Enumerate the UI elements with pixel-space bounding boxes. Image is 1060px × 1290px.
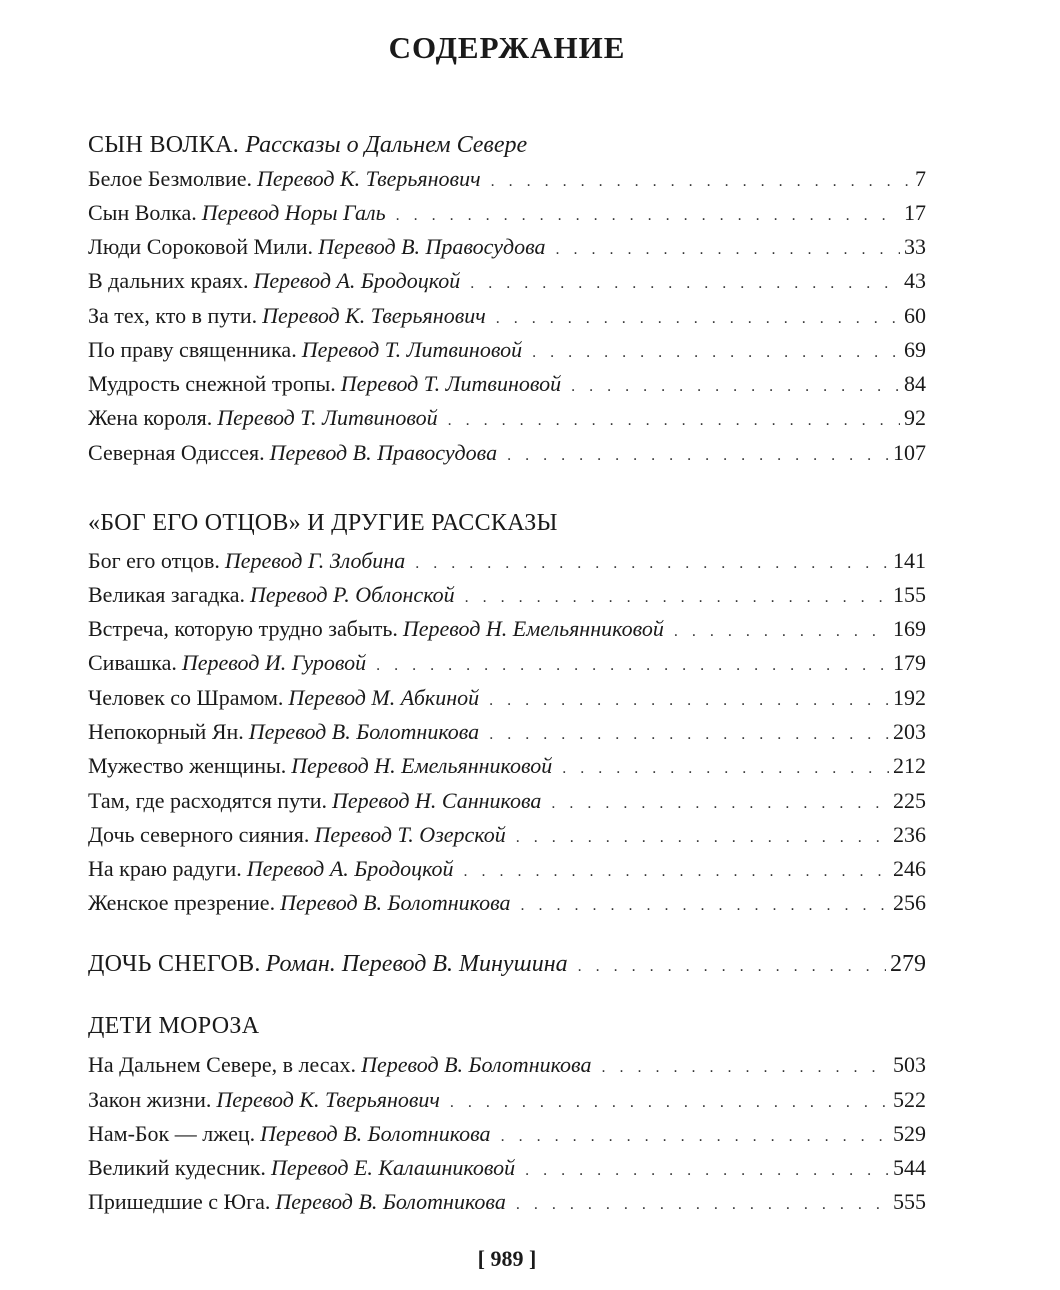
entry-translator: Перевод В. Болотникова [361,1052,592,1077]
entry-page: 522 [893,1087,926,1112]
entry-translator: Перевод В. Правосудова [318,234,546,259]
entry-translator: Перевод Р. Облонской [250,582,455,607]
toc-entry[interactable] [88,440,926,470]
entry-page: 33 [904,234,926,259]
toc-entry[interactable] [88,200,926,230]
entry-title: Встреча, которую трудно забыть. [88,616,398,641]
toc-entry[interactable] [88,1121,926,1151]
entry-page: 246 [893,856,926,881]
entry-page: 69 [904,337,926,362]
entry-page: 17 [904,200,926,225]
entry-title: За тех, кто в пути. [88,303,258,328]
dot-leader [556,241,900,259]
toc-entry[interactable] [88,303,926,333]
entry-page: 192 [893,685,926,710]
entry-page: 155 [893,582,926,607]
dot-leader [491,173,911,191]
entry-translator: Перевод Г. Злобина [224,548,406,573]
entry-translator: Перевод В. Болотникова [248,719,480,744]
entry-title: Пришедшие с Юга. [88,1189,271,1214]
dot-leader [551,795,889,813]
entry-translator: Перевод Н. Емельянниковой [402,616,664,641]
section-heading-title: ДЕТИ МОРОЗА [88,1013,260,1039]
entry-title: Непокорный Ян. [88,719,244,744]
entry-translator: Перевод М. Абкиной [288,685,480,710]
entry-translator: Перевод К. Тверьянович [216,1087,440,1112]
entry-page: 236 [893,822,926,847]
dot-leader [525,1162,889,1180]
entry-page: 60 [904,303,926,328]
dot-leader [516,1196,889,1214]
dot-leader [448,412,900,430]
entry-title: Сивашка. [88,650,177,675]
entry-page: 212 [893,753,926,778]
entry-translator: Перевод К. Тверьянович [262,303,486,328]
entry-title: На Дальнем Севере, в лесах. [88,1052,357,1077]
toc-entry[interactable] [88,685,926,715]
entry-title: Женское презрение. [88,890,276,915]
entry-page: 529 [893,1121,926,1146]
entry-page: 84 [904,371,926,396]
section-heading-title: СЫН ВОЛКА. [88,132,240,158]
entry-translator: Перевод А. Бродоцкой [246,856,454,881]
entry-page: 169 [893,616,926,641]
entry-title: Дочь северного сияния. [88,822,310,847]
entry-translator: Перевод Н. Емельянниковой [291,753,553,778]
entry-page: 7 [915,166,926,191]
dot-leader [507,447,889,465]
toc-entry[interactable] [88,337,926,367]
toc-entry-novel[interactable] [88,951,926,981]
dot-leader [578,958,886,976]
entry-page: 555 [893,1189,926,1214]
entry-translator: Перевод Е. Калашниковой [270,1155,516,1180]
entry-title: Мужество женщины. [88,753,287,778]
entry-translator: Перевод Н. Санникова [331,788,542,813]
entry-title: Белое Безмолвие. [88,166,252,191]
entry-translator: Перевод В. Болотникова [260,1121,491,1146]
toc-entry[interactable] [88,166,926,196]
section-heading-subtitle: Рассказы о Дальнем Севере [245,132,528,158]
section-heading-title: «БОГ ЕГО ОТЦОВ» И ДРУГИЕ РАССКАЗЫ [88,510,558,536]
page-number: [ 989 ] [477,1246,537,1271]
entry-translator: Перевод В. Правосудова [269,440,498,465]
entry-title: Бог его отцов. [88,548,220,573]
entry-page: 544 [893,1155,926,1180]
dot-leader [501,1128,889,1146]
entry-title: Люди Сороковой Мили. [88,234,314,259]
entry-translator: Перевод В. Болотникова [280,890,511,915]
toc-entry[interactable] [88,719,926,749]
toc-entry[interactable] [88,234,926,264]
entry-translator: Роман. Перевод В. Минушина [265,951,568,977]
dot-leader [376,657,889,675]
entry-page: 503 [893,1052,926,1077]
dot-leader [496,310,900,328]
entry-title: Закон жизни. [88,1087,212,1112]
dot-leader [415,555,889,573]
dot-leader [489,726,889,744]
entry-page: 279 [890,951,926,977]
entry-title: Сын Волка. [88,200,197,225]
entry-page: 107 [893,440,926,465]
toc-entry[interactable] [88,616,926,646]
section-heading-son-of-wolf [88,132,527,159]
dot-leader [470,275,900,293]
entry-page: 141 [893,548,926,573]
dot-leader [465,589,889,607]
entry-title: Нам-Бок — лжец. [88,1121,256,1146]
dot-leader [464,863,889,881]
entry-title: Человек со Шрамом. [88,685,284,710]
toc-entry[interactable] [88,890,926,920]
entry-title: В дальних краях. [88,268,249,293]
entry-translator: Перевод И. Гуровой [181,650,367,675]
entry-translator: Перевод Норы Галь [201,200,386,225]
entry-translator: Перевод Т. Литвиновой [301,337,523,362]
entry-title: Великая загадка. [88,582,245,607]
dot-leader [562,760,889,778]
dot-leader [516,829,889,847]
toc-entry[interactable] [88,788,926,818]
entry-page: 43 [904,268,926,293]
entry-title: Там, где расходятся пути. [88,788,327,813]
entry-page: 225 [893,788,926,813]
entry-translator: Перевод Т. Озерской [314,822,506,847]
section-heading-children-of-frost [88,1013,259,1040]
entry-translator: Перевод Т. Литвиновой [340,371,562,396]
entry-page: 92 [904,405,926,430]
toc-entry[interactable] [88,1052,926,1082]
toc-entry[interactable] [88,753,926,783]
toc-entry[interactable] [88,405,926,435]
entry-translator: Перевод В. Болотникова [275,1189,506,1214]
toc-entry[interactable] [88,1189,926,1219]
entry-title: На краю радуги. [88,856,242,881]
toc-entry[interactable] [88,822,926,852]
dot-leader [396,207,900,225]
entry-page: 179 [893,650,926,675]
toc-entry[interactable] [88,856,926,886]
dot-leader [450,1094,889,1112]
entry-title: Жена короля. [88,405,213,430]
entry-translator: Перевод А. Бродоцкой [253,268,461,293]
toc-entry[interactable] [88,1155,926,1185]
dot-leader [520,897,889,915]
entry-title: ДОЧЬ СНЕГОВ. [88,951,261,977]
dot-leader [532,344,900,362]
dot-leader [674,623,889,641]
entry-translator: Перевод Т. Литвиновой [217,405,438,430]
dot-leader [601,1059,889,1077]
toc-entry[interactable] [88,1087,926,1117]
toc-entry[interactable] [88,548,926,578]
section-heading-god-of-his-fathers [88,510,558,537]
entry-translator: Перевод К. Тверьянович [257,166,481,191]
dot-leader [489,692,889,710]
entry-page: 203 [893,719,926,744]
entry-title: По праву священника. [88,337,297,362]
entry-title: Великий кудесник. [88,1155,266,1180]
entry-page: 256 [893,890,926,915]
toc-entry[interactable] [88,582,926,612]
toc-entry[interactable] [88,268,926,298]
toc-entry[interactable] [88,650,926,680]
page-title: СОДЕРЖАНИЕ [388,30,626,65]
entry-title: Мудрость снежной тропы. [88,371,336,396]
entry-title: Северная Одиссея. [88,440,265,465]
toc-entry[interactable] [88,371,926,401]
dot-leader [571,378,900,396]
